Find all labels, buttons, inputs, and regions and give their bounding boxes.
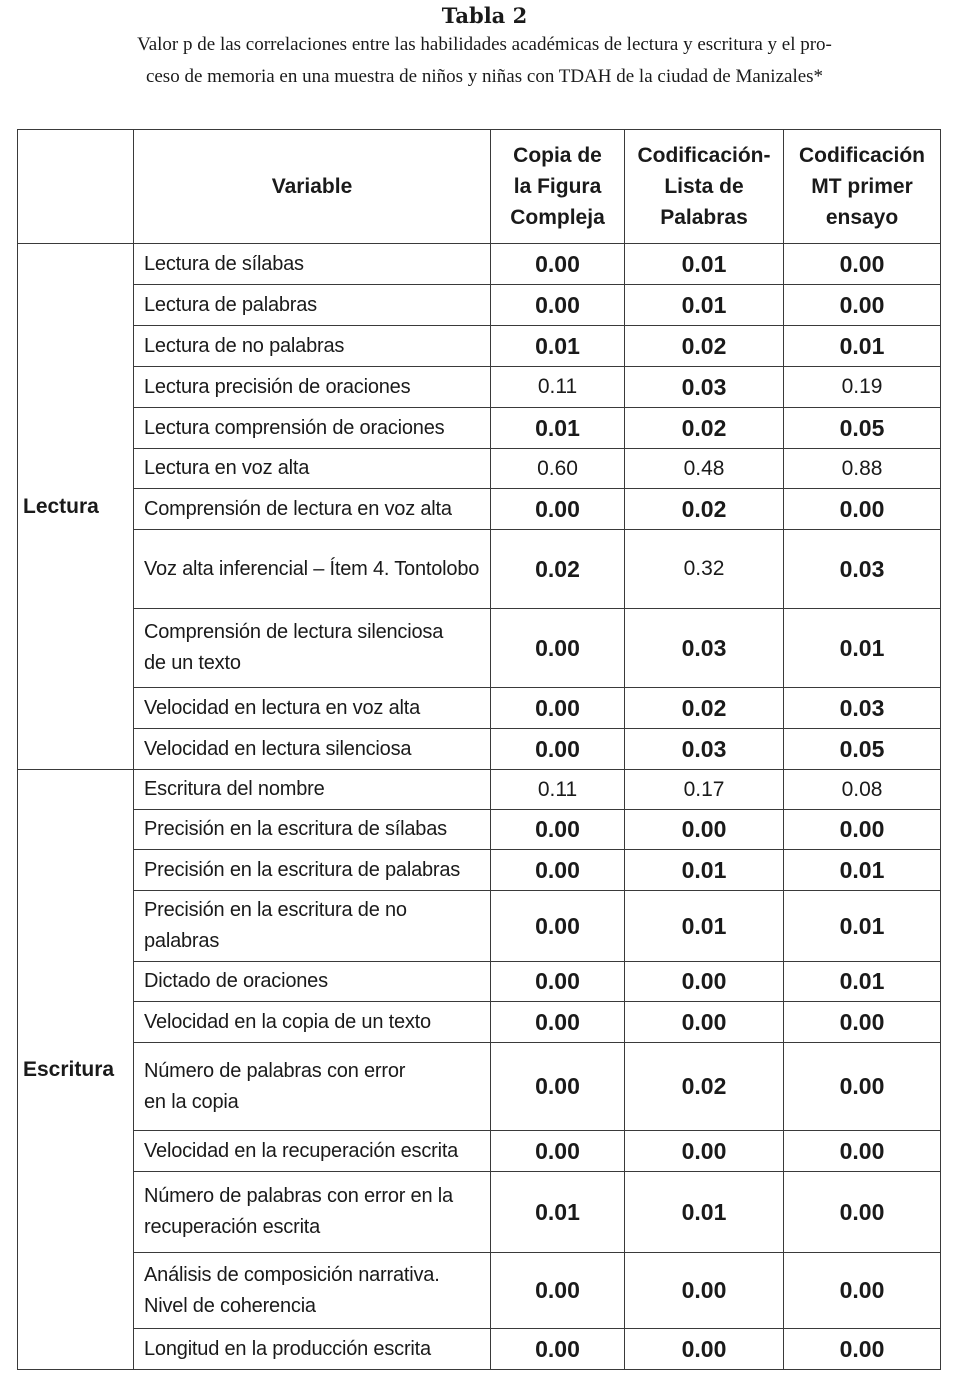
header-copia-line: Compleja: [510, 206, 605, 229]
header-group-cell: [18, 130, 134, 244]
lista-palabras-value: 0.00: [625, 1002, 784, 1043]
copia-figura-value: 0.00: [491, 810, 625, 850]
variable-line: Lectura de palabras: [144, 293, 317, 316]
table-row: [18, 891, 941, 962]
variable-line: recuperación escrita: [144, 1216, 321, 1238]
table-row: [18, 962, 941, 1002]
lista-palabras-value: 0.01: [625, 244, 784, 285]
variable-cell: [134, 609, 491, 688]
table-row: [18, 449, 941, 489]
mt-primer-ensayo-value: 0.00: [784, 489, 941, 530]
lista-palabras-value: 0.01: [625, 891, 784, 962]
header-copia-line: Copia de: [513, 144, 602, 167]
table-row: [18, 408, 941, 449]
copia-figura-value: 0.00: [491, 729, 625, 770]
mt-primer-ensayo-value: 0.05: [784, 729, 941, 770]
variable-line: Dictado de oraciones: [144, 970, 328, 992]
copia-figura-value: 0.11: [491, 770, 625, 810]
variable-cell: [134, 244, 491, 285]
mt-primer-ensayo-value: 0.01: [784, 891, 941, 962]
variable-cell: [134, 1253, 491, 1329]
variable-line: Lectura comprensión de oraciones: [144, 416, 445, 439]
variable-cell: [134, 962, 491, 1002]
table-row: [18, 285, 941, 326]
mt-primer-ensayo-value: 0.00: [784, 1329, 941, 1370]
table-row: [18, 770, 941, 810]
variable-line: Velocidad en la recuperación escrita: [144, 1139, 459, 1162]
mt-primer-ensayo-value: 0.88: [784, 449, 941, 489]
table-row: [18, 489, 941, 530]
table-row: [18, 609, 941, 688]
mt-primer-ensayo-value: 0.01: [784, 326, 941, 367]
variable-line: Lectura de no palabras: [144, 334, 345, 357]
header-copia-figura: [491, 130, 625, 244]
mt-primer-ensayo-value: 0.00: [784, 1172, 941, 1253]
table-row: [18, 1131, 941, 1172]
mt-primer-ensayo-value: 0.03: [784, 688, 941, 729]
lista-palabras-value: 0.03: [625, 609, 784, 688]
lista-palabras-value: 0.00: [625, 810, 784, 850]
variable-line: palabras: [144, 930, 220, 952]
table-title: Tabla 2: [441, 3, 528, 28]
lista-palabras-value: 0.02: [625, 1043, 784, 1131]
variable-cell: [134, 1329, 491, 1370]
table-row: [18, 1043, 941, 1131]
table-row: [18, 530, 941, 609]
mt-primer-ensayo-value: 0.00: [784, 1043, 941, 1131]
table-row: [18, 1329, 941, 1370]
header-mt-line: Codificación: [798, 144, 925, 167]
lista-palabras-value: 0.00: [625, 1329, 784, 1370]
variable-cell: [134, 729, 491, 770]
mt-primer-ensayo-value: 0.08: [784, 770, 941, 810]
header-mt-line: MT primer: [811, 175, 913, 198]
lista-palabras-value: 0.32: [625, 530, 784, 609]
variable-cell: [134, 1002, 491, 1043]
variable-line: Precisión en la escritura de sílabas: [144, 818, 447, 840]
copia-figura-value: 0.01: [491, 1172, 625, 1253]
lista-palabras-value: 0.01: [625, 850, 784, 891]
lista-palabras-value: 0.01: [625, 1172, 784, 1253]
variable-line: Velocidad en lectura silenciosa: [144, 737, 412, 760]
variable-line: Voz alta inferencial – Ítem 4. Tontolobo: [144, 557, 480, 580]
header-mt-line: ensayo: [825, 206, 899, 229]
variable-cell: [134, 326, 491, 367]
variable-line: Comprensión de lectura en voz alta: [144, 497, 452, 520]
mt-primer-ensayo-value: 0.03: [784, 530, 941, 609]
lista-palabras-value: 0.02: [625, 688, 784, 729]
table-row: [18, 244, 941, 285]
variable-line: Escritura del nombre: [144, 778, 325, 800]
header-variable: Variable: [134, 130, 491, 244]
variable-cell: [134, 367, 491, 408]
mt-primer-ensayo-value: 0.19: [784, 367, 941, 408]
copia-figura-value: 0.00: [491, 688, 625, 729]
header-lista-line: Palabras: [660, 206, 748, 229]
variable-cell: [134, 810, 491, 850]
table-caption-line-1: Valor p de las correlaciones entre las habilidades académicas de lectura y escritura y el pro-: [137, 34, 832, 55]
header-codificacion-mt: [784, 130, 941, 244]
copia-figura-value: 0.00: [491, 285, 625, 326]
mt-primer-ensayo-value: 0.01: [784, 609, 941, 688]
header-lista-line: Codificación-: [637, 144, 771, 167]
copia-figura-value: 0.00: [491, 609, 625, 688]
variable-cell: [134, 850, 491, 891]
variable-line: Lectura de sílabas: [144, 252, 304, 275]
lista-palabras-value: 0.02: [625, 408, 784, 449]
mt-primer-ensayo-value: 0.00: [784, 1131, 941, 1172]
variable-line: Lectura en voz alta: [144, 457, 310, 479]
header-codificacion-lista: [625, 130, 784, 244]
table-row: [18, 1253, 941, 1329]
variable-line: Lectura precisión de oraciones: [144, 375, 411, 398]
variable-cell: [134, 1043, 491, 1131]
variable-line: Número de palabras con error en la: [144, 1185, 453, 1207]
copia-figura-value: 0.00: [491, 1043, 625, 1131]
lista-palabras-value: 0.00: [625, 1131, 784, 1172]
group-label-lectura: Lectura: [18, 244, 134, 770]
copia-figura-value: 0.00: [491, 489, 625, 530]
copia-figura-value: 0.00: [491, 1329, 625, 1370]
copia-figura-value: 0.01: [491, 326, 625, 367]
mt-primer-ensayo-value: 0.01: [784, 962, 941, 1002]
copia-figura-value: 0.00: [491, 891, 625, 962]
variable-cell: [134, 891, 491, 962]
mt-primer-ensayo-value: 0.01: [784, 850, 941, 891]
table-caption-line-2: ceso de memoria en una muestra de niños y niñas con TDAH de la ciudad de Manizales*: [145, 66, 824, 87]
header-copia-line: la Figura: [513, 175, 602, 198]
table-row: [18, 326, 941, 367]
variable-line: Longitud en la producción escrita: [144, 1337, 431, 1360]
table-body: [18, 244, 941, 1370]
table-row: [18, 1172, 941, 1253]
table-row: [18, 367, 941, 408]
variable-line: Análisis de composición narrativa.: [144, 1263, 440, 1286]
copia-figura-value: 0.00: [491, 1253, 625, 1329]
variable-line: en la copia: [144, 1090, 239, 1113]
variable-cell: [134, 688, 491, 729]
header-row: [18, 130, 941, 244]
lista-palabras-value: 0.03: [625, 367, 784, 408]
copia-figura-value: 0.02: [491, 530, 625, 609]
copia-figura-value: 0.60: [491, 449, 625, 489]
copia-figura-value: 0.00: [491, 244, 625, 285]
mt-primer-ensayo-value: 0.00: [784, 285, 941, 326]
lista-palabras-value: 0.02: [625, 489, 784, 530]
copia-figura-value: 0.00: [491, 850, 625, 891]
lista-palabras-value: 0.02: [625, 326, 784, 367]
lista-palabras-value: 0.03: [625, 729, 784, 770]
mt-primer-ensayo-value: 0.00: [784, 244, 941, 285]
copia-figura-value: 0.00: [491, 1002, 625, 1043]
variable-cell: [134, 530, 491, 609]
table-row: [18, 1002, 941, 1043]
variable-cell: [134, 449, 491, 489]
variable-line: de un texto: [144, 652, 241, 674]
variable-line: Número de palabras con error: [144, 1059, 406, 1082]
variable-cell: [134, 285, 491, 326]
variable-line: Velocidad en la copia de un texto: [144, 1010, 431, 1033]
table-row: [18, 810, 941, 850]
variable-line: Velocidad en lectura en voz alta: [144, 696, 421, 719]
variable-line: Comprensión de lectura silenciosa: [144, 621, 444, 643]
copia-figura-value: 0.01: [491, 408, 625, 449]
mt-primer-ensayo-value: 0.00: [784, 810, 941, 850]
copia-figura-value: 0.11: [491, 367, 625, 408]
variable-cell: [134, 770, 491, 810]
variable-line: Nivel de coherencia: [144, 1294, 316, 1317]
table-row: [18, 850, 941, 891]
variable-line: Precisión en la escritura de no: [144, 899, 407, 921]
copia-figura-value: 0.00: [491, 962, 625, 1002]
mt-primer-ensayo-value: 0.05: [784, 408, 941, 449]
group-label-escritura: Escritura: [18, 770, 134, 1370]
correlation-table: [17, 129, 941, 1370]
lista-palabras-value: 0.00: [625, 962, 784, 1002]
lista-palabras-value: 0.00: [625, 1253, 784, 1329]
variable-cell: [134, 1131, 491, 1172]
variable-cell: [134, 408, 491, 449]
lista-palabras-value: 0.48: [625, 449, 784, 489]
table-row: [18, 688, 941, 729]
table-row: [18, 729, 941, 770]
mt-primer-ensayo-value: 0.00: [784, 1002, 941, 1043]
mt-primer-ensayo-value: 0.00: [784, 1253, 941, 1329]
variable-cell: [134, 1172, 491, 1253]
variable-line: Precisión en la escritura de palabras: [144, 858, 461, 881]
header-lista-line: Lista de: [664, 175, 744, 198]
copia-figura-value: 0.00: [491, 1131, 625, 1172]
lista-palabras-value: 0.01: [625, 285, 784, 326]
variable-cell: [134, 489, 491, 530]
lista-palabras-value: 0.17: [625, 770, 784, 810]
